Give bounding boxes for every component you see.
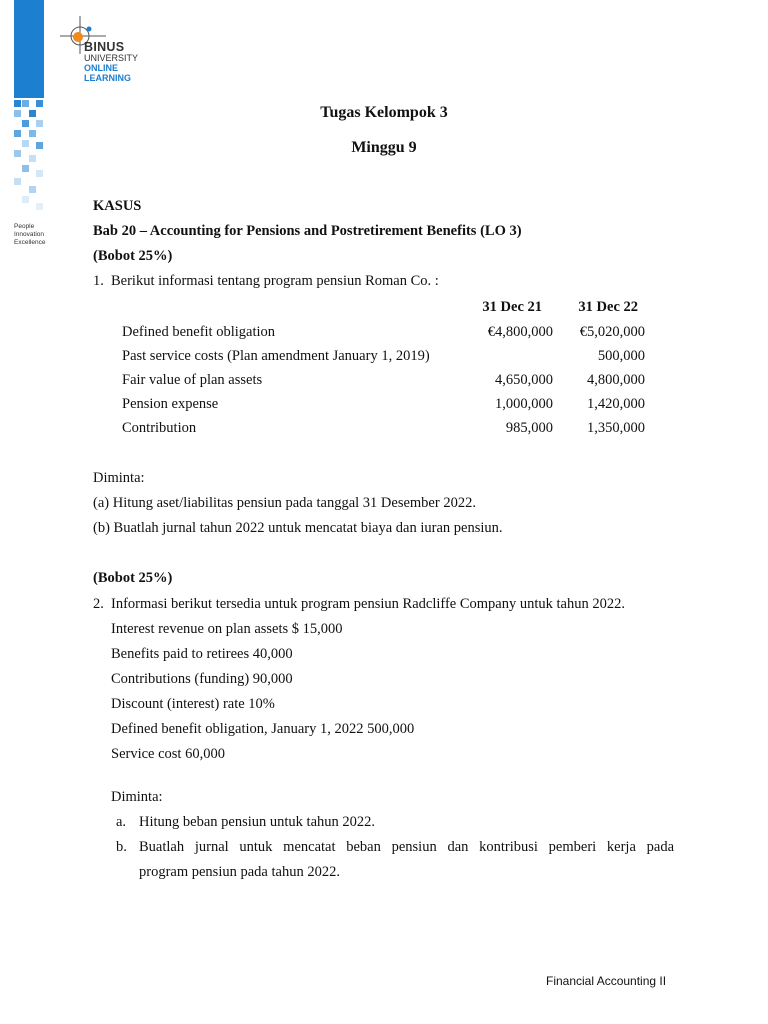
- q1-weight: (Bobot 25%): [93, 248, 173, 264]
- binus-logo: BINUS UNIVERSITY ONLINE LEARNING: [60, 14, 160, 92]
- table-cell: 500,000: [597, 348, 645, 364]
- tagline: People Innovation Excellence: [14, 223, 46, 246]
- sidebar-solid-bar: [14, 0, 44, 98]
- q2-intro: Informasi berikut tersedia untuk program pensiun Radcliffe Company untuk tahun 2022.: [111, 596, 625, 612]
- table-row-label: Defined benefit obligation: [122, 324, 276, 340]
- chapter-heading: Bab 20 – Accounting for Pensions and Postretirement Benefits (LO 3): [93, 223, 522, 239]
- q2-number: 2.: [93, 596, 104, 612]
- q2-required-item-continued: program pensiun pada tahun 2022.: [139, 864, 340, 880]
- table-cell: €5,020,000: [579, 324, 645, 340]
- table-cell: 1,000,000: [495, 396, 553, 412]
- q1-intro: Berikut informasi tentang program pensiun Roman Co. :: [111, 273, 439, 289]
- case-heading: KASUS: [93, 198, 142, 214]
- list-item: Interest revenue on plan assets $ 15,000: [111, 621, 343, 637]
- list-item: Defined benefit obligation, January 1, 2022 500,000: [111, 721, 415, 737]
- q1-required-item: (a) Hitung aset/liabilitas pensiun pada tanggal 31 Desember 2022.: [93, 495, 476, 511]
- table-cell: 4,650,000: [495, 372, 553, 388]
- q1-required-item: (b) Buatlah jurnal tahun 2022 untuk mencatat biaya dan iuran pensiun.: [93, 520, 503, 536]
- q1-required-label: Diminta:: [93, 470, 145, 486]
- q2-required-marker: b.: [116, 839, 127, 855]
- q2-required-item: Hitung beban pensiun untuk tahun 2022.: [139, 814, 376, 830]
- table-row-label: Past service costs (Plan amendment January 1, 2019): [122, 348, 430, 364]
- table-row-label: Contribution: [122, 420, 197, 436]
- table-cell: 1,420,000: [587, 396, 645, 412]
- table-cell: 985,000: [505, 420, 553, 436]
- list-item: Benefits paid to retirees 40,000: [111, 646, 293, 662]
- column-header: 31 Dec 22: [578, 299, 638, 315]
- list-item: Service cost 60,000: [111, 746, 225, 762]
- table-cell: 1,350,000: [587, 420, 645, 436]
- q2-required-item: Buatlah jurnal untuk mencatat beban pensiun dan kontribusi pemberi kerja pada: [139, 839, 674, 855]
- table-row-label: Pension expense: [122, 396, 219, 412]
- page-title: Tugas Kelompok 3: [320, 104, 448, 121]
- table-cell: 4,800,000: [587, 372, 645, 388]
- q2-weight: (Bobot 25%): [93, 570, 173, 586]
- q2-required-label: Diminta:: [111, 789, 163, 805]
- list-item: Contributions (funding) 90,000: [111, 671, 293, 687]
- q1-number: 1.: [93, 273, 104, 289]
- page-footer: Financial Accounting II: [546, 974, 667, 988]
- table-cell: €4,800,000: [487, 324, 553, 340]
- page-subtitle: Minggu 9: [351, 139, 417, 156]
- q2-required-marker: a.: [116, 814, 127, 830]
- column-header: 31 Dec 21: [482, 299, 542, 315]
- table-row-label: Fair value of plan assets: [122, 372, 263, 388]
- list-item: Discount (interest) rate 10%: [111, 696, 275, 712]
